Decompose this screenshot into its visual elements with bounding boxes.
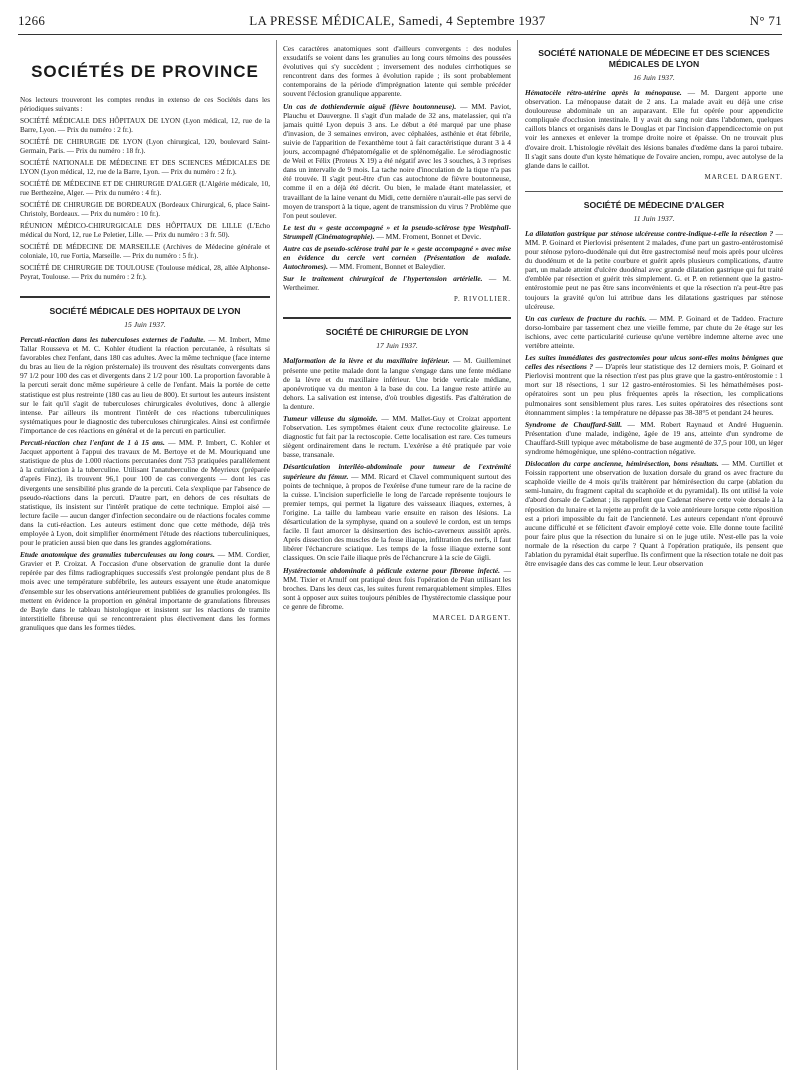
intro-text: Nos lecteurs trouveront les comptes rendus in extenso de ces Sociétés dans les périodiques suivants : bbox=[20, 96, 270, 113]
entry-title: Syndrome de Chauffard-Still. bbox=[525, 419, 623, 429]
entry-body: — MM. Tixier et Arnulf ont pratiqué deux fois l'opération de Péan utilisant les broches. Dans les deux cas, les suites furent remarquablement simples. Elles sont à opposer aux suites toujours pénibles de l'hystérectomie classique pour ce genre de fibrome. bbox=[283, 565, 511, 611]
entry-title: Autre cas de pseudo-sclérose trahi par le « geste accompagné » avec mise en évidence du cercle vert cornéen (Présentation de malade. Autochromes). bbox=[283, 243, 511, 272]
section-title: SOCIÉTÉ MÉDICALE DES HOPITAUX DE LYON bbox=[49, 306, 241, 316]
page-title: SOCIÉTÉS DE PROVINCE bbox=[31, 62, 259, 81]
entry bbox=[283, 223, 511, 241]
continued-text: Ces caractères anatomiques sont d'ailleurs convergents : des nodules exsudatifs se voient dans les granulies au long cours témoins des poussées évolutives qui s'y succèdent ; inversement des nodules cirrhotiques se rencontrent dans des formes à évolution rapide ; ils sont probablement contemporains de la période d'imprégnation latente qui semble précéder souvent l'éclosion granulique apparente. bbox=[283, 44, 511, 99]
entry-title: La dilatation gastrique par sténose ulcéreuse contre-indique-t-elle la résection ? bbox=[525, 228, 774, 238]
entry bbox=[20, 438, 270, 547]
entry-title: Hystérectomie abdominale à pédicule externe pour fibrome infecté. bbox=[283, 565, 500, 575]
entry-title: Désarticulation interiléo-abdominale pour tumeur de l'extrémité supérieure du fémur. bbox=[283, 462, 511, 481]
section-rule bbox=[525, 191, 783, 192]
section-date: 11 Juin 1937. bbox=[633, 213, 675, 223]
entry-title: Un cas de dothiendermie aiguë (fièvre boutonneuse). bbox=[283, 101, 457, 111]
entry-body: — M. Wertheimer. bbox=[283, 274, 511, 293]
entry-body: — MM. P. Goinard et Pierlovisi présentent 2 malades, d'une part un gastro-entérostomisé pour sténose pyloro-duodénale qui dut être gastrectomisé neuf mois après pour ulcères du duodénum et de la petite courbure et guérit après plusieurs complications, d'autre part, un malade atteint d'ulcère duodénal avec grande dilatation gastrique qui fut traité d'emblée par résection et guérit très simplement. G. et P. en retiennent que la gastro-entérostomie peut ne pas être sans inconvénients et que la résection n'a peut-être pas toujours la gravité qu'on lui attribue dans les dilatations gastriques par sténose ulcéreuse. bbox=[525, 228, 783, 311]
section-date: 17 Juin 1937. bbox=[376, 341, 418, 351]
entry bbox=[283, 102, 511, 220]
entry-title: Percuti-réaction dans les tuberculoses externes de l'adulte. bbox=[20, 335, 206, 344]
entry-body: — MM. Ricard et Clavel communiquent surtout des points de technique, à propos de l'exérèse d'une tumeur rare de la racine de la cuisse. L'incision superficielle le long de l'arcade représente toujours le premier temps, qui permet la ligature des vaisseaux iliaques, externes, à l'origine. La taille du lambeau varie ensuite en raison des lésions. La désarticulation de la symphyse, quand on a soulevé le cordon, est un temps facile. Il faut amorcer la désinsertion des ischio-caverneux aussitôt après. Après dissection des muscles de la fosse iliaque, infiltration des nerfs, il faut libérer l'échancrure sciatique. Les temps de la fosse iliaque externe sont classiques. On scie l'aile iliaque près de l'échancrure à la scie de Gigli. bbox=[283, 471, 511, 563]
periodical-item: RÉUNION MÉDICO-CHIRURGICALE DES HÔPITAUX DE LILLE (L'Echo médical du Nord, 12, rue Le Peletier, Lille. — Prix du numéro : 3 fr. 50). bbox=[20, 222, 270, 239]
entry-body: — MM. Paviot, Plauchu et Dauvergne. Il s'agit d'un malade de 32 ans, matelassier, qui n'a jamais quitté Lyon depuis 3 ans. Le début a été marqué par une phase d'invasion, de 3 semaines environ, avec céphalées, asthénie et état fébrile, suivie de l'apparition de l'exanthème tout à fait caractéristique durant 3 à 4 jours, accompagné d'hépatomégalie et de splénomégalie. Le sérodiagnostic de Weil et Félix (Proteus X 19) a été négatif avec les 3 souches, à 3 reprises dans un intervalle de 9 mois. La tache noire d'inoculation de la tique n'a pas été trouvée. Il s'agit peut-être d'un cas autochtone de fièvre boutonneuse, comme il en a déjà été décrit. Ou bien, le malade étant matelassier, et travaillant de la laine venant du Midi, cette dernière n'aurait-elle pas servi de moyen de transport à la tique, agent de transmission du virus ? Problème que l'on peut soulever. bbox=[283, 101, 511, 220]
entry-title: Dislocation du carpe ancienne, hémirésection, bons résultats. bbox=[525, 459, 719, 469]
column-3 bbox=[525, 44, 783, 571]
signature: P. RIVOLLIER. bbox=[454, 296, 511, 304]
page-number: 1266 bbox=[18, 13, 46, 28]
entry-title: Percuti-réaction chez l'enfant de 1 à 15 ans. bbox=[20, 438, 165, 448]
entry-title: Tumeur villeuse du sigmoïde. bbox=[283, 414, 378, 423]
entry-title: Un cas curieux de fracture du rachis. bbox=[525, 313, 647, 323]
entry bbox=[283, 414, 511, 459]
entry bbox=[525, 229, 783, 311]
section-title: SOCIÉTÉ NATIONALE DE MÉDECINE ET DES SCIENCES MÉDICALES DE LYON bbox=[538, 48, 770, 69]
periodical-item: SOCIÉTÉ DE MÉDECINE ET DE CHIRURGIE D'ALGER (L'Algérie médicale, 10, rue Berthezène, Alger. — Prix du numéro : 4 fr.). bbox=[20, 180, 270, 197]
entry-title: Les suites immédiates des gastrectomies pour ulcus sont-elles moins bénignes que celles des résections ? bbox=[525, 353, 783, 372]
issue-number: N° 71 bbox=[749, 13, 782, 28]
entry bbox=[20, 335, 270, 435]
signature: MARCEL DARGENT. bbox=[704, 173, 783, 181]
entry bbox=[283, 274, 511, 292]
signature: MARCEL DARGENT. bbox=[432, 614, 511, 622]
entry bbox=[525, 420, 783, 456]
entry-title: Sur le traitement chirurgical de l'hypertension artérielle. bbox=[283, 274, 483, 284]
running-title: LA PRESSE MÉDICALE, Samedi, 4 Septembre 1937 bbox=[249, 13, 546, 28]
entry bbox=[525, 314, 783, 350]
column-2 bbox=[283, 44, 511, 628]
periodicals-list bbox=[20, 117, 270, 282]
column-divider bbox=[517, 40, 518, 1070]
section-date: 16 Juin 1937. bbox=[633, 73, 675, 82]
entry bbox=[20, 550, 270, 632]
entry-body: — MM. P. Imbert, C. Kohler et Jacquet apportent à l'appui des travaux de M. Bertoye et de M. Mouriquand une statistique de plus de 1.000 réactions percutanées dont 753 pratiquées parallèlement à la cutiréaction à la tuberculine. Utilisant l'anatuberculine de Meyrieux (préparée d'après Finz), ils trouvent 96,1 pour 100 de cas convergents — dont les cas divergents une sensibilité plus grande de la percuti. Cela s'explique par l'absence de pseudo-réactions dans la percuti. D'autre part, en dehors de ces résultats de statistique, ils insistent sur l'intérêt pratique de cette technique. Emploi aisé — lecture facile — aucun danger d'infection secondaire ou de réactions focales comme dans la cuti-réaction. Les auteurs estiment donc que cette méthode, déjà très employée à Lyon, doit simplifier énormément l'étude des réactions tuberculiniques, pour le praticien aussi bien que dans les grandes agglomérations. bbox=[20, 438, 270, 548]
entry-body: — MM. Mallet-Guy et Croizat apportent l'observation. Les symptômes étaient ceux d'une rectocolite glaireuse. Le diagnostic fut fait par la rectoscopie. Cette localisation est rare. Ces tumeurs siègent ordinairement dans le rectum. L'exérèse a été pratiquée par voie basse, transanale. bbox=[283, 414, 511, 460]
entry bbox=[283, 566, 511, 611]
entry-title: Etude anatomique des granulies tuberculeuses au long cours. bbox=[20, 550, 215, 560]
entry-body: — M. Guilleminet présente une petite malade dont la langue s'engage dans une fente médiane de la lèvre et du maxillaire inférieur. Une bride verticale médiane, aponévrotique va du menton à la base du cou. La langue reste attirée au dehors. La salivation est intense, d'où troubles digestifs. Pas d'altération de la denture. bbox=[283, 356, 511, 411]
periodical-item: SOCIÉTÉ DE MÉDECINE DE MARSEILLE (Archives de Médecine générale et coloniale, 10, rue Fortia, Marseille. — Prix du numéro : 5 fr.). bbox=[20, 243, 270, 260]
section-rule bbox=[283, 317, 511, 319]
entry-body: — MM. P. Goinard et de Taddeo. Fracture dorso-lombaire par tassement chez une vieille femme, par chute du 2e étage sur les ischions, avec cette particularité curieuse qu'une vertèbre indemne alterne avec une vertèbre atteinte. bbox=[525, 313, 783, 350]
periodical-item: SOCIÉTÉ NATIONALE DE MÉDECINE ET DES SCIENCES MÉDICALES DE LYON (Lyon médical, 12, rue de la Barre, Lyon. — Prix du numéro : 2 fr.). bbox=[20, 159, 270, 176]
entry-body: — MM. Froment, Bonnet et Devic. bbox=[376, 231, 482, 241]
section-title: SOCIÉTÉ DE MÉDECINE D'ALGER bbox=[583, 199, 725, 210]
periodical-item: SOCIÉTÉ DE CHIRURGIE DE LYON (Lyon chirurgical, 120, boulevard Saint-Germain, Paris. — Prix du numéro : 18 fr.). bbox=[20, 138, 270, 155]
periodical-item: SOCIÉTÉ MÉDICALE DES HÔPITAUX DE LYON (Lyon médical, 12, rue de la Barre, Lyon. — Prix du numéro : 2 fr.). bbox=[20, 117, 270, 134]
entry bbox=[283, 356, 511, 411]
entry-title: Le test du « geste accompagné » et la pseudo-sclérose type Westphall-Strumpell (Cinématographie). bbox=[283, 222, 511, 241]
entry-body: — MM. Robert Raynaud et André Huguenin. Présentation d'une malade, indigène, âgée de 19 ans, atteinte d'un syndrome de Chauffard-Still typique avec métabolisme de base augmenté de 37,5 pour 100, un léger syndrome hémogénique, une spléno-contraction négative. bbox=[525, 419, 783, 456]
entry bbox=[525, 459, 783, 568]
header-rule bbox=[18, 34, 782, 35]
section-rule bbox=[20, 296, 270, 298]
entry bbox=[525, 353, 783, 417]
entry-body: — M. Imbert, Mme Tallar Rousseva et M. C. Kohler étudient la réaction percutanée, à résultats si favorables chez l'enfant, dans 180 cas adultes. Avec la même technique (face interne du bras au lieu de la région présternale) ils trouvent des résultats convergents dans 97 1/2 pour 100 des cas et divergents dans 2 1/2 pour 100. La proportion favorable à la percuti serait donc même supérieure à celle de l'enfant. Mais la portée de cette statistique est plus restreinte (180 cas au lieu de 800). Et surtout les auteurs insistent sur le fait qu'il s'agit de tuberculoses chirurgicales évolutives, donc à allergie intense. Par ailleurs ils montrent l'intérêt de ces réactions tuberculiniques systématiques pour le diagnostic des tuberculoses chirurgicales. Ainsi est confirmée l'importance de ces réactions en général et de la percuti en particulier. bbox=[20, 335, 270, 435]
entry-body: — MM. Curtillet et Foissin rapportent une observation de luxation dorsale du grand os avec fracture du scaphoïde vieille de 4 mois qu'ils traitèrent par hémirésection du carpe (ablation du semi-lunaire, du fragment capital du scaphoïde et du pyramidal). Ils ont utilisé la voie d'abord dorsale de Cadenat ; ils rappellent que Cadenat réserve cette voie dorsale à la réposition du lunaire et la rejette au profit de la voie antérieure lorsque cette réposition est a priori impossible du fait de l'ancienneté. Les auteurs cependant n'ont éprouvé aucune difficulté et se félicitent d'avoir employé cette voie. Elle donne toute facilité pour faire plus que la résection du lunaire si on le juge utile. N'est-elle pas la voie normale de la résection du carpe ? Quant à l'opération pratiquée, ils pensent que l'ablation du pyramidal était superflue. Ils confirment que la résection totale ne doit pas être envisagée dans des cas comme le leur. Leur observation bbox=[525, 459, 783, 569]
entry bbox=[283, 462, 511, 562]
entry bbox=[525, 88, 783, 170]
entry-body: — D'après leur statistique des 12 derniers mois, P. Goinard et Pierlovisi montrent que la résection n'est pas plus grave que la gastro-entérostomie : 1 mort sur 18 résections, 1 sur 12 gastro-entérostomies. Si les hémathémèses post-opératoires sont un peu plus fréquentes après la résection, les complications pulmonaires sont sensiblement plus rares. Les suites opératoires des résections sont étonnamment simples : la température ne dépasse pas 38-38°5 et pendant 24 heures. bbox=[525, 362, 783, 417]
column-divider bbox=[276, 40, 277, 1070]
entry-body: — MM. Cordier, Gravier et P. Croizat. A l'occasion d'une observation de granulie dont la durée repérée par des films radiographiques successifs s'est prolongée pendant plus de 8 mois avec une température subfébrile, les auteurs essayent une étude anatomique d'ensemble sur les observations antérieurement publiées de granulies prolongées. Ils mettent en évidence la proportion en général importante de granulations fibreuses de Bayle dans le tableau histologique et insistent sur les réactions de tramite interstitielle fibreuse qui se rencontreraient plus électivement dans les formes granuliques que dans les formes tièdes. bbox=[20, 550, 270, 632]
entry-title: Malformation de la lèvre et du maxillaire inférieur. bbox=[283, 356, 450, 366]
periodical-item: SOCIÉTÉ DE CHIRURGIE DE BORDEAUX (Bordeaux Chirurgical, 6, place Saint-Christoly, Bordeaux. — Prix du numéro : 10 fr.). bbox=[20, 201, 270, 218]
section-title: SOCIÉTÉ DE CHIRURGIE DE LYON bbox=[325, 327, 469, 338]
periodical-item: SOCIÉTÉ DE CHIRURGIE DE TOULOUSE (Toulouse médical, 28, allée Alphonse-Peyrat, Toulouse. — Prix du numéro : 2 fr.). bbox=[20, 264, 270, 281]
section-date: 15 Juin 1937. bbox=[124, 320, 166, 329]
page-header bbox=[18, 10, 782, 32]
column-1 bbox=[20, 44, 270, 635]
entry-title: Hématocèle rétro-utérine après la ménopause. bbox=[525, 88, 682, 97]
entry bbox=[283, 244, 511, 271]
entry-body: — M. Dargent apporte une observation. La ménopause datait de 2 ans. La malade avait eu déjà une crise douloureuse abdominale un an auparavant. Elle fut opérée pour appendicite compliquée d'occlusion intestinale. Il y avait du sang noir dans l'abdomen, quelques caillots blancs et organisés dans le Douglas et par l'incision d'appendicectomie on put voir les annexes et enlever la trompe droite noire et épaisse. On ne trouvait plus d'ovaire droit. L'histologie révélait des lésions banales d'œdème dans la paroi tubaire. Il s'agit sans doute d'un kyste hématique de l'ovaire ancien, rompu, avec autolyse de la glande dans le caillot. bbox=[525, 88, 783, 170]
entry-body: — MM. Froment, Bonnet et Baleydier. bbox=[329, 262, 446, 272]
